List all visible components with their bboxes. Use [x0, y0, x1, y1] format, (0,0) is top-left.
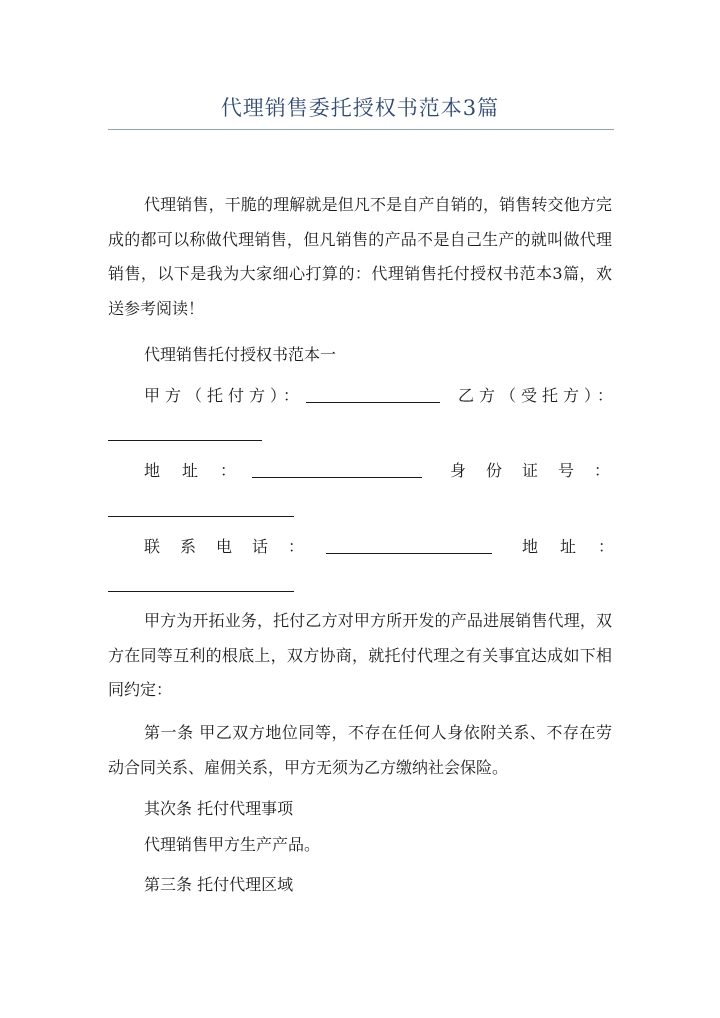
address-blank[interactable]	[252, 477, 422, 478]
intro-paragraph: 代理销售，干脆的理解就是但凡不是自产自销的，销售转交他方完成的都可以称做代理销售，但凡销售的产品不是自己生产的就叫做代理销售，以下是我为大家细心打算的：代理销售托付授权书范本3篇，欢送参考阅读！	[108, 195, 612, 318]
article-3-heading: 第三条 托付代理区域	[144, 875, 294, 894]
address-id-row	[144, 456, 631, 486]
document-title: 代理销售委托授权书范本3篇	[220, 96, 500, 120]
phone-address-row	[144, 532, 637, 562]
clause-intro-paragraph: 甲方为开拓业务，托付乙方对甲方所开发的产品进展销售代理，双方在同等互利的根底上，双方协商，就托付代理之有关事宜达成如下相同约定：	[108, 611, 612, 699]
party-b-label: 乙方（受托方）：	[458, 386, 619, 405]
phone-blank[interactable]	[326, 553, 492, 554]
section-one-heading: 代理销售托付授权书范本一	[144, 345, 337, 364]
article-2-body: 代理销售甲方生产产品。	[144, 835, 321, 854]
article-2-heading: 其次条 托付代理事项	[144, 799, 294, 818]
id-number-blank[interactable]	[108, 516, 294, 517]
address-label-2: 地址：	[522, 537, 637, 556]
phone-label: 联系电话：	[144, 537, 325, 556]
party-b-blank[interactable]	[108, 440, 262, 441]
address-label: 地址：	[144, 461, 259, 480]
party-a-label: 甲方（托付方）：	[144, 386, 305, 405]
address-2-blank[interactable]	[108, 591, 294, 592]
article-1-paragraph: 第一条 甲乙双方地位同等，不存在任何人身依附关系、不存在劳动合同关系、雇佣关系，甲方无须为乙方缴纳社会保险。	[108, 723, 612, 777]
party-row	[144, 381, 619, 411]
party-a-blank[interactable]	[306, 402, 440, 403]
id-number-label: 身份证号：	[450, 461, 631, 480]
title-underline	[108, 129, 614, 130]
